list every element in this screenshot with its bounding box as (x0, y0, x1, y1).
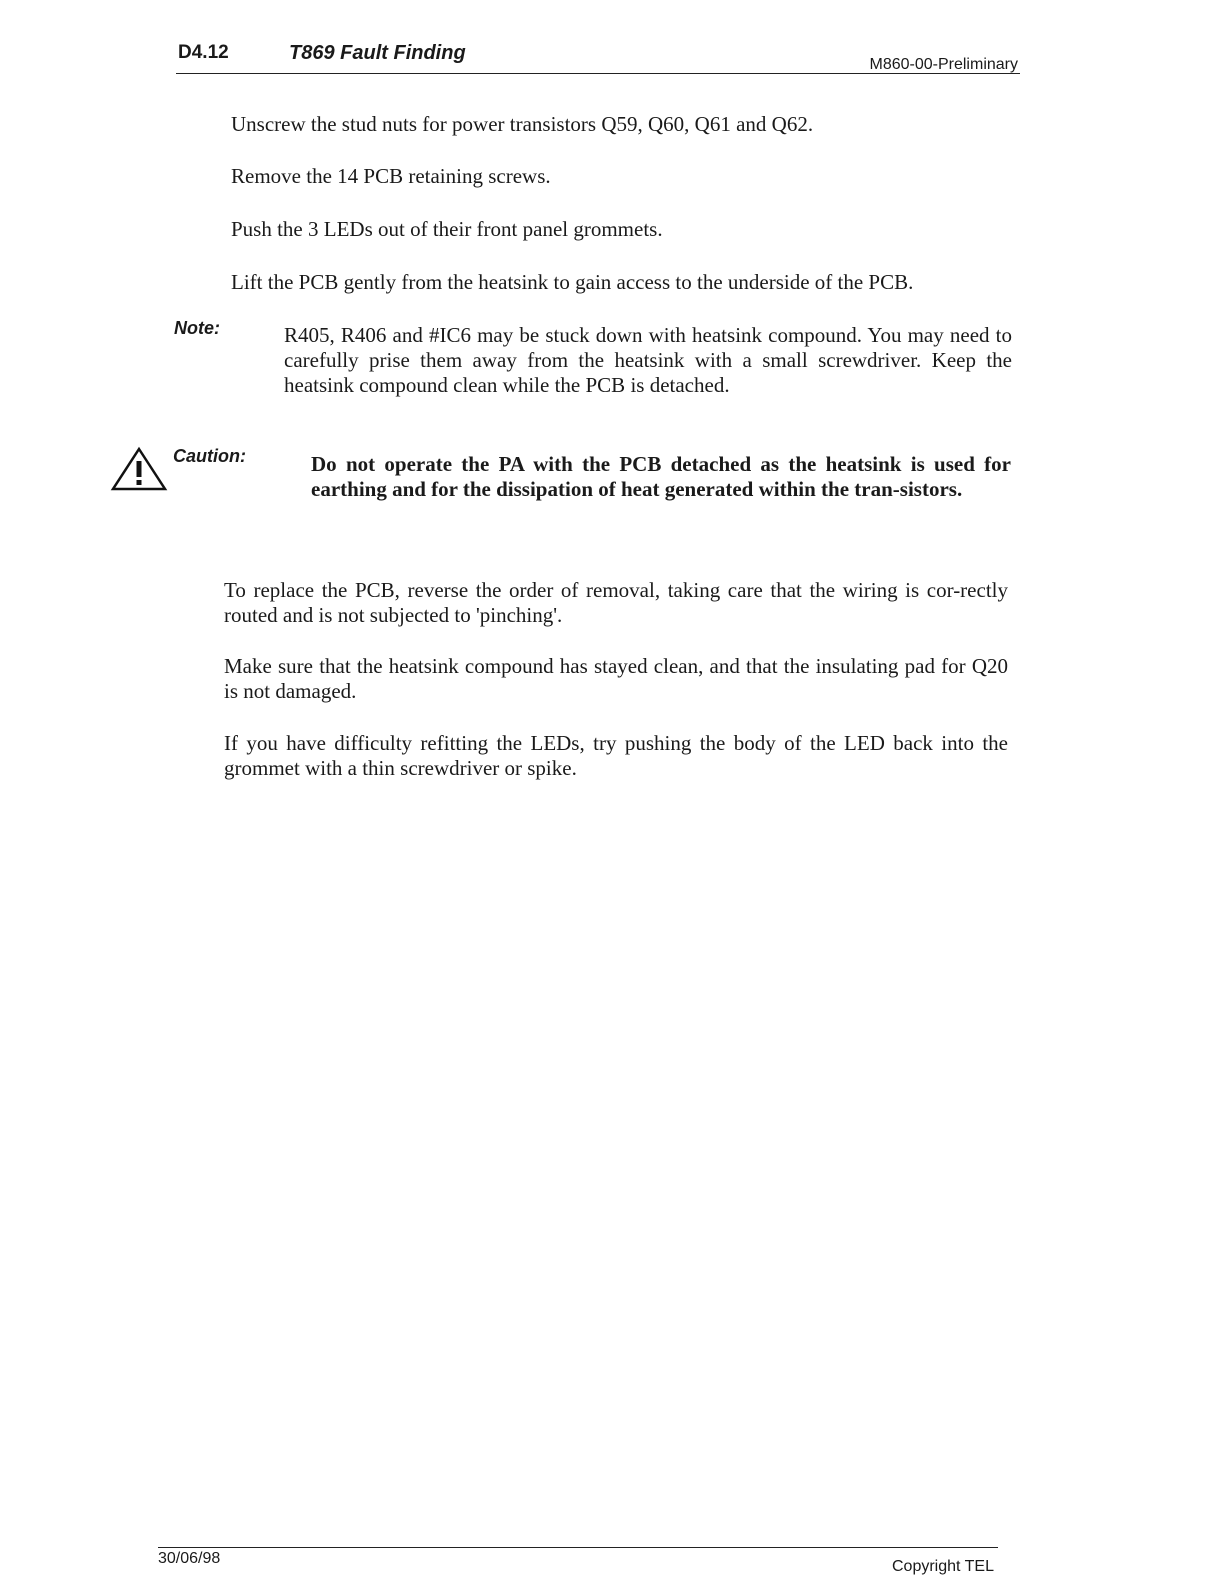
caution-label: Caution: (173, 446, 246, 466)
replace-paragraph: To replace the PCB, reverse the order of removal, taking care that the wiring is cor-rectly routed and is not subjected to 'pinching'. (224, 578, 1008, 627)
step-paragraph: Unscrew the stud nuts for power transistors Q59, Q60, Q61 and Q62. (231, 112, 814, 136)
footer-divider (158, 1547, 998, 1548)
warning-triangle-icon (110, 446, 168, 492)
section-code: D4.12 (178, 42, 229, 63)
replace-paragraph: Make sure that the heatsink compound has stayed clean, and that the insulating pad for Q20 is not damaged. (224, 654, 1008, 703)
step-paragraph: Lift the PCB gently from the heatsink to gain access to the underside of the PCB. (231, 270, 914, 294)
caution-text: Do not operate the PA with the PCB detached as the heatsink is used for earthing and for the dissipation of heat generated within the tran-sistors. (311, 452, 1011, 501)
note-label: Note: (174, 318, 220, 338)
page-title: T869 Fault Finding (289, 42, 466, 64)
footer-copyright: Copyright TEL (892, 1558, 994, 1575)
document-id: M860-00-Preliminary (869, 56, 1018, 73)
header-divider (176, 73, 1020, 74)
step-paragraph: Remove the 14 PCB retaining screws. (231, 164, 551, 188)
step-paragraph: Push the 3 LEDs out of their front panel grommets. (231, 217, 663, 241)
note-text: R405, R406 and #IC6 may be stuck down with heatsink compound. You may need to carefully prise them away from the heatsink with a small screwdriver. Keep the heatsink compound clean while the PCB is detached. (284, 323, 1012, 397)
replace-paragraph: If you have difficulty refitting the LEDs, try pushing the body of the LED back into the grommet with a thin screwdriver or spike. (224, 731, 1008, 780)
footer-date: 30/06/98 (158, 1550, 221, 1567)
